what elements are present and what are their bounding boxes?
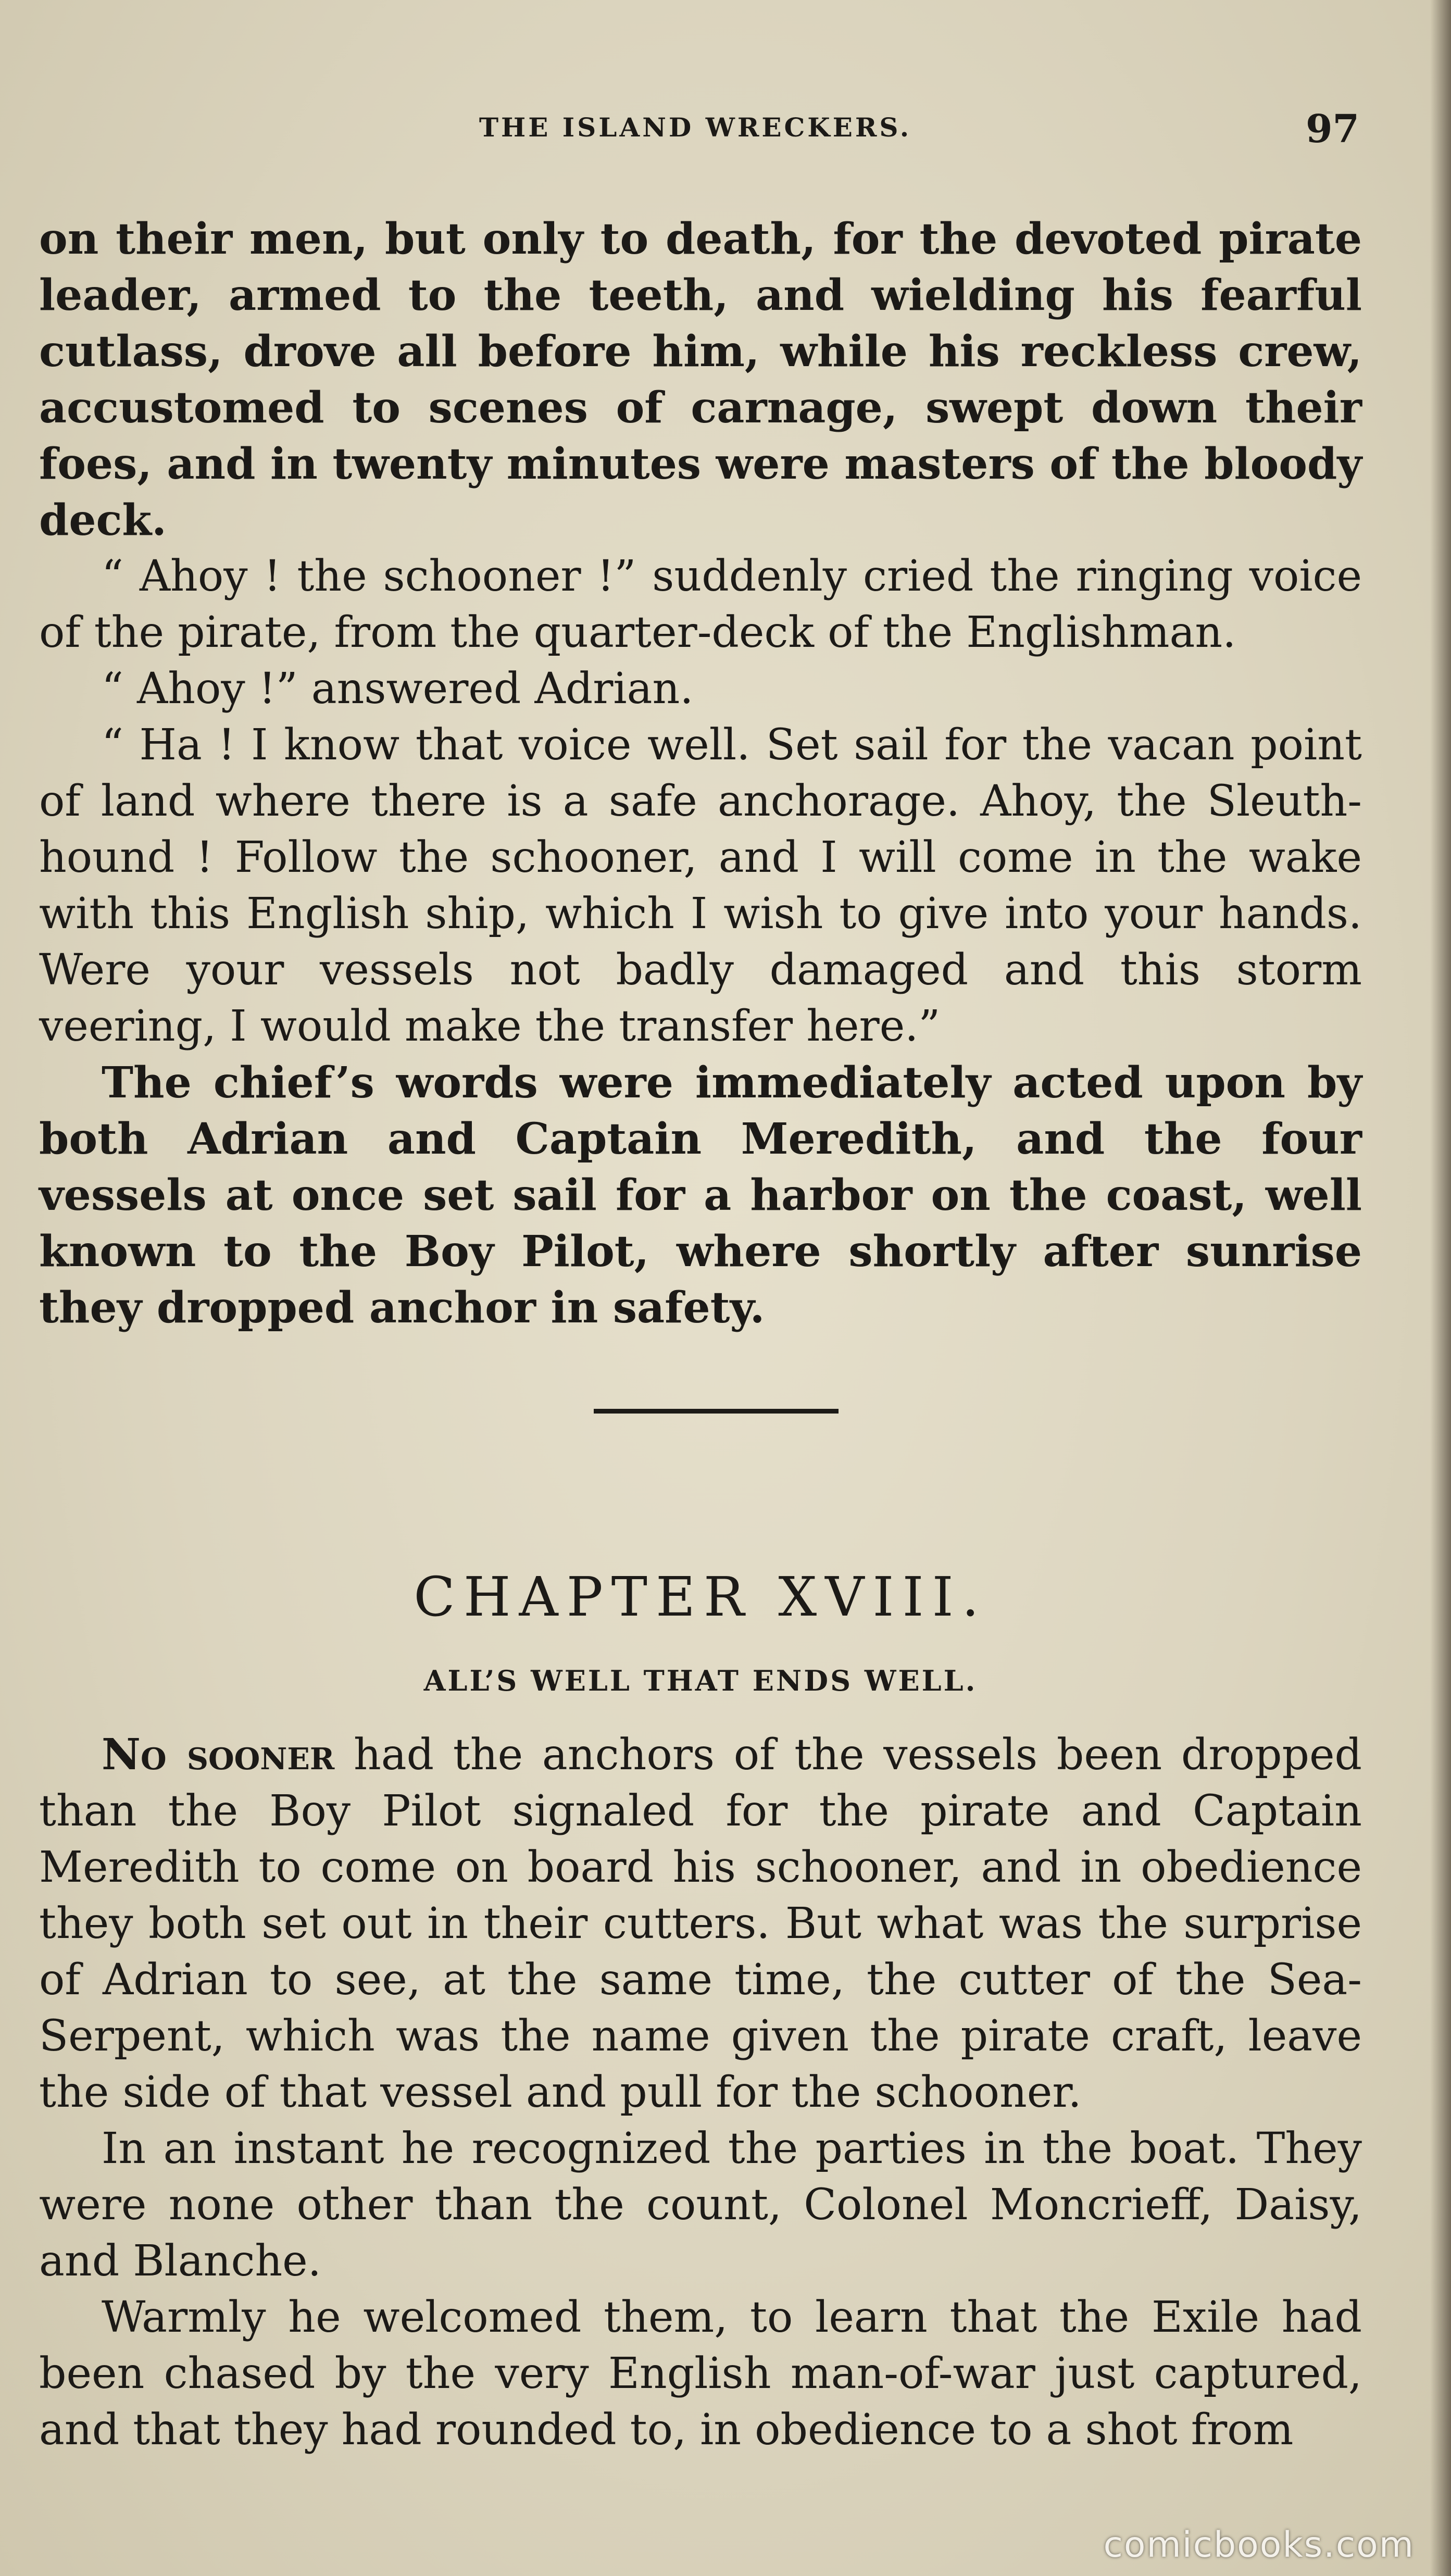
text-block-after-chapter — [39, 1727, 1362, 2458]
page-edge-shadow — [1430, 0, 1451, 2576]
chapter-opening-paragraph — [39, 1727, 1362, 2121]
paragraph-8: Warmly he welcomed them, to learn that the Exile had been chased by the very English man-of-war just captured, and that they had rounded to, in obedience to a shot from — [39, 2293, 1362, 2455]
running-head: THE ISLAND WRECKERS. — [479, 112, 912, 143]
paragraph-4: “ Ha ! I know that voice well. Set sail for the vacan point of land where there is a safe anchorage. Ahoy, the Sleuth-hound ! Follow the schooner, and I will come in the wake with this English ship, which I wish to give into your hands. Were your vessels not badly damaged and this storm veering, I would make the transfer here.” — [39, 720, 1362, 1051]
chapter-lead-in: No sooner — [102, 1730, 335, 1780]
chapter-opening-text: had the anchors of the vessels been dropped than the Boy Pilot signaled for the pirate and Captain Meredith to come on board his schooner, and in obedience they both set out in their cutters. But what was the surprise of Adrian to see, at the same time, the cutter of the Sea-Serpent, which was the name given the pirate craft, leave the side of that vessel and pull for the schooner. — [39, 1730, 1362, 2117]
page-header — [39, 107, 1359, 159]
watermark: comicbooks.com — [1103, 2524, 1415, 2566]
paragraph-7: In an instant he recognized the parties in the boat. They were none other than the count, Colonel Moncrieff, Daisy, and Blanche. — [39, 2124, 1362, 2286]
paragraph-2: “ Ahoy ! the schooner !” suddenly cried the ringing voice of the pirate, from the quarter-deck of the Englishman. — [39, 552, 1362, 657]
paragraph-3: “ Ahoy !” answered Adrian. — [102, 664, 694, 714]
paragraph-5: The chief’s words were immediately acted upon by both Adrian and Captain Meredith, and the four vessels at once set sail for a harbor on the coast, well known to the Boy Pilot, where shortly after sunrise they dropped anchor in safety. — [39, 1058, 1362, 1333]
section-divider — [594, 1409, 839, 1414]
page-number: 97 — [1306, 107, 1359, 152]
chapter-title: CHAPTER XVIII. — [414, 1565, 987, 1629]
paragraph-1: on their men, but only to death, for the devoted pirate leader, armed to the teeth, and wielding his fearful cutlass, drove all before him, while his reckless crew, accustomed to scenes of carnage, swept down their foes, and in twenty minutes were masters of the bloody deck. — [39, 214, 1362, 545]
text-block-before-chapter — [39, 211, 1362, 1336]
chapter-subtitle: ALL’S WELL THAT ENDS WELL. — [423, 1664, 978, 1697]
